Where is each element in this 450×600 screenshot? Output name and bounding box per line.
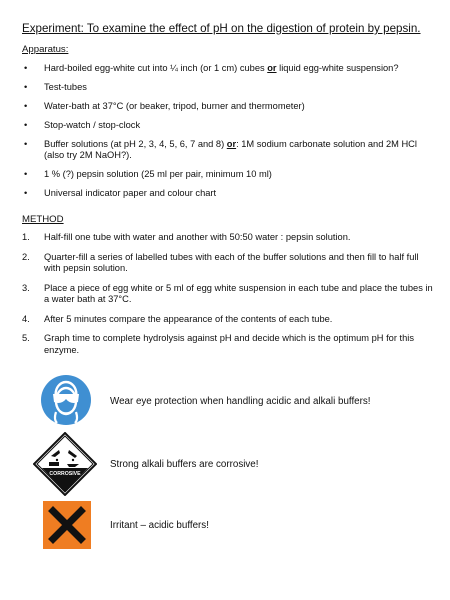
bullet: • bbox=[24, 138, 28, 149]
corrosive-icon bbox=[33, 432, 97, 496]
method-step: 5. Graph time to complete hydrolysis against pH and decide which is the optimum pH for this enzyme. bbox=[22, 333, 414, 355]
method-heading: METHOD bbox=[22, 214, 64, 225]
corrosive-icon-label: CORROSIVE bbox=[49, 471, 81, 477]
bullet: • bbox=[24, 81, 28, 92]
apparatus-item: • Test-tubes bbox=[24, 81, 87, 92]
irritant-icon bbox=[43, 501, 91, 549]
method-step: 4. After 5 minutes compare the appearance of the contents of each tube. bbox=[22, 313, 333, 324]
method-step: 3. Place a piece of egg white or 5 ml of egg white suspension in each tube and place the tubes in a water bath at 37°C. bbox=[22, 282, 433, 304]
bullet: • bbox=[24, 100, 28, 111]
apparatus-item: • Water-bath at 37°C (or beaker, tripod, burner and thermometer) bbox=[24, 100, 305, 111]
bullet: • bbox=[24, 119, 28, 130]
page-title: Experiment: To examine the effect of pH on the digestion of protein by pepsin. bbox=[22, 22, 421, 35]
method-list bbox=[22, 232, 437, 364]
apparatus-heading: Apparatus: bbox=[22, 44, 69, 55]
irritant-warning: Irritant – acidic buffers! bbox=[110, 520, 209, 531]
apparatus-item: • Universal indicator paper and colour chart bbox=[24, 187, 217, 198]
method-step: 2. Quarter-fill a series of labelled tubes with each of the buffer solutions and then fill to half full with pepsin solution. bbox=[22, 251, 419, 273]
apparatus-list bbox=[22, 63, 437, 207]
bullet: • bbox=[24, 63, 28, 73]
bullet: • bbox=[24, 168, 28, 179]
corrosive-warning: Strong alkali buffers are corrosive! bbox=[110, 459, 259, 470]
apparatus-item: • Stop-watch / stop-clock bbox=[24, 119, 141, 130]
eye-protection-icon bbox=[40, 374, 92, 426]
method-step: 1. Half-fill one tube with water and another with 50:50 water : pepsin solution. bbox=[22, 232, 351, 242]
bullet: • bbox=[24, 187, 28, 198]
apparatus-item: • Hard-boiled egg-white cut into ¼ inch (or 1 cm) cubes or liquid egg-white suspension? bbox=[24, 63, 399, 73]
eye-protection-warning: Wear eye protection when handling acidic and alkali buffers! bbox=[110, 396, 371, 407]
apparatus-item: • 1 % (?) pepsin solution (25 ml per pair, minimum 10 ml) bbox=[24, 168, 272, 179]
apparatus-item: • Buffer solutions (at pH 2, 3, 4, 5, 6, 7 and 8) or: 1M sodium carbonate solution and 2M HCl (also try 2M NaOH?). bbox=[24, 138, 417, 161]
